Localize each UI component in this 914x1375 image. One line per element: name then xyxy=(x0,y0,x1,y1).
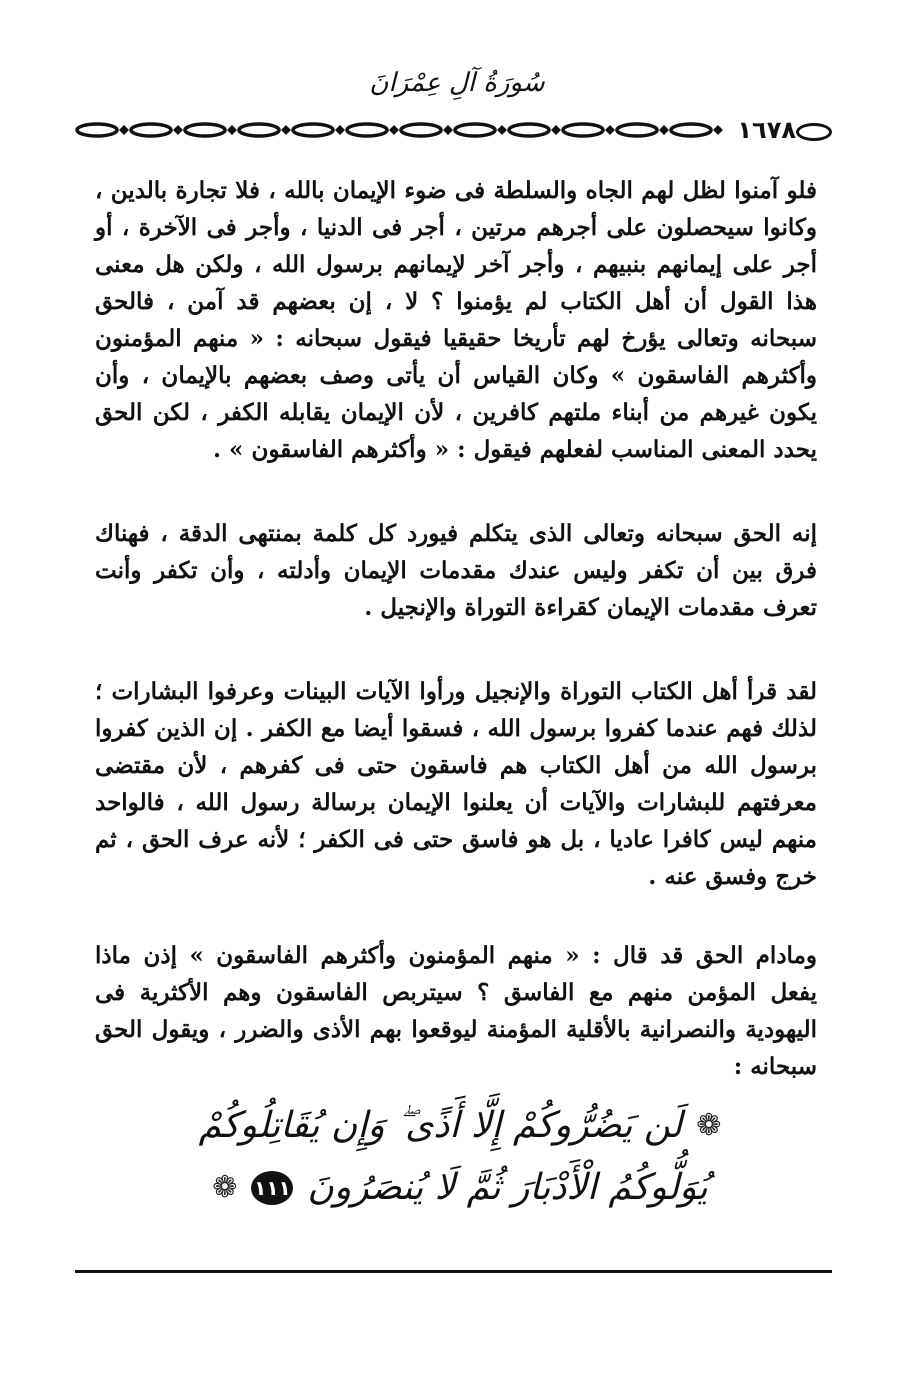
chain-oval xyxy=(293,124,333,136)
chain-oval xyxy=(455,124,495,136)
chain-oval xyxy=(563,124,603,136)
verse-text: لَن يَضُرُّوكُمْ إِلَّا أَذًى ۖ وَإِن يُقَاتِلُوكُمْ xyxy=(198,1105,683,1146)
chain-diamond xyxy=(227,125,237,135)
chain-diamond xyxy=(713,125,723,135)
chain-diamond xyxy=(551,125,561,135)
ornament-chain xyxy=(75,118,725,142)
body-text xyxy=(95,172,817,1085)
chain-diamond xyxy=(659,125,669,135)
chain-diamond xyxy=(281,125,291,135)
chain-diamond xyxy=(335,125,345,135)
verse-line xyxy=(180,1095,740,1157)
chain-oval xyxy=(401,124,441,136)
floral-ornament-icon: ❁ xyxy=(212,1170,238,1205)
chain-oval xyxy=(509,124,549,136)
paragraph: إنه الحق سبحانه وتعالى الذى يتكلم فيورد كل كلمة بمنتهى الدقة ، فهناك فرق بين أن تكفر وليس عندك مقدمات الإيمان وأدلته ، وأن تكفر وأنت تعرف مقدمات الإيمان كقراءة التوراة والإنجيل . xyxy=(95,520,817,621)
floral-ornament-icon: ❁ xyxy=(696,1108,722,1143)
chain-diamond xyxy=(605,125,615,135)
chain-oval xyxy=(671,124,711,136)
chain-oval xyxy=(239,124,279,136)
page-number: ١٦٧٨ xyxy=(737,116,796,144)
chain-oval xyxy=(77,124,117,136)
chain-oval xyxy=(185,124,225,136)
end-oval-ornament xyxy=(796,123,832,141)
quran-verse xyxy=(180,1095,740,1219)
paragraph: لقد قرأ أهل الكتاب التوراة والإنجيل ورأوا الآيات البينات وعرفوا البشارات ؛ لذلك فهم عندما كفروا برسول الله ، فسقوا أيضا مع الكفر . إن الذين كفروا برسول الله من أهل الكتاب هم فاسقون حتى فى كفرهم ، لأن مقتضى معرفتهم للبشارات والآيات أن يعلنوا الإيمان برسالة رسول الله ، فالواحد منهم ليس كافرا عاديا ، بل هو فاسق حتى فى الكفر ؛ لأنه عرف الحق ، ثم خرج وفسق عنه . xyxy=(95,678,817,890)
chain-diamond xyxy=(443,125,453,135)
verse-number-badge: ١١١ xyxy=(251,1171,293,1205)
chain-diamond xyxy=(497,125,507,135)
chain-oval xyxy=(617,124,657,136)
chain-oval xyxy=(347,124,387,136)
chain-diamond xyxy=(119,125,129,135)
paragraph: فلو آمنوا لظل لهم الجاه والسلطة فى ضوء الإيمان بالله ، فلا تجارة بالدين ، وكانوا سيحصلون على أجرهم مرتين ، أجر فى الدنيا ، وأجر فى الآخرة ، أو أجر على إيمانهم بنبيهم ، وأجر آخر لإيمانهم برسول الله ، ولكن هل معنى هذا القول أن أهل الكتاب لم يؤمنوا ؟ لا ، إن بعضهم قد آمن ، فالحق سبحانه وتعالى يؤرخ لهم تأريخا حقيقيا فيقول سبحانه : « منهم المؤمنون وأكثرهم الفاسقون » وكان القياس أن يأتى وصف بعضهم بالإيمان ، وأن يكون غيرهم من أبناء ملتهم كافرين ، لأن الإيمان يقابله الكفر ، لكن الحق يحدد المعنى المناسب لفعلهم فيقول : « وأكثرهم الفاسقون » . xyxy=(95,177,817,463)
chain-oval xyxy=(131,124,171,136)
chain-diamond xyxy=(173,125,183,135)
footer-rule xyxy=(75,1270,832,1273)
chain-diamond xyxy=(389,125,399,135)
verse-text: يُوَلُّوكُمُ الْأَدْبَارَ ثُمَّ لَا يُنصَرُونَ xyxy=(307,1167,708,1208)
running-title: سُورَةُ آلِ عِمْرَانَ xyxy=(369,68,545,98)
paragraph: ومادام الحق قد قال : « منهم المؤمنون وأكثرهم الفاسقون » إذن ماذا يفعل المؤمن منهم مع الفاسق ؟ سيتربص الفاسقون وهم الأكثرية فى اليهودية والنصرانية بالأقلية المؤمنة ليوقعوا بهم الأذى والضرر ، ويقول الحق سبحانه : xyxy=(95,942,817,1080)
verse-line xyxy=(180,1157,740,1219)
header-ornament-band xyxy=(75,118,832,142)
